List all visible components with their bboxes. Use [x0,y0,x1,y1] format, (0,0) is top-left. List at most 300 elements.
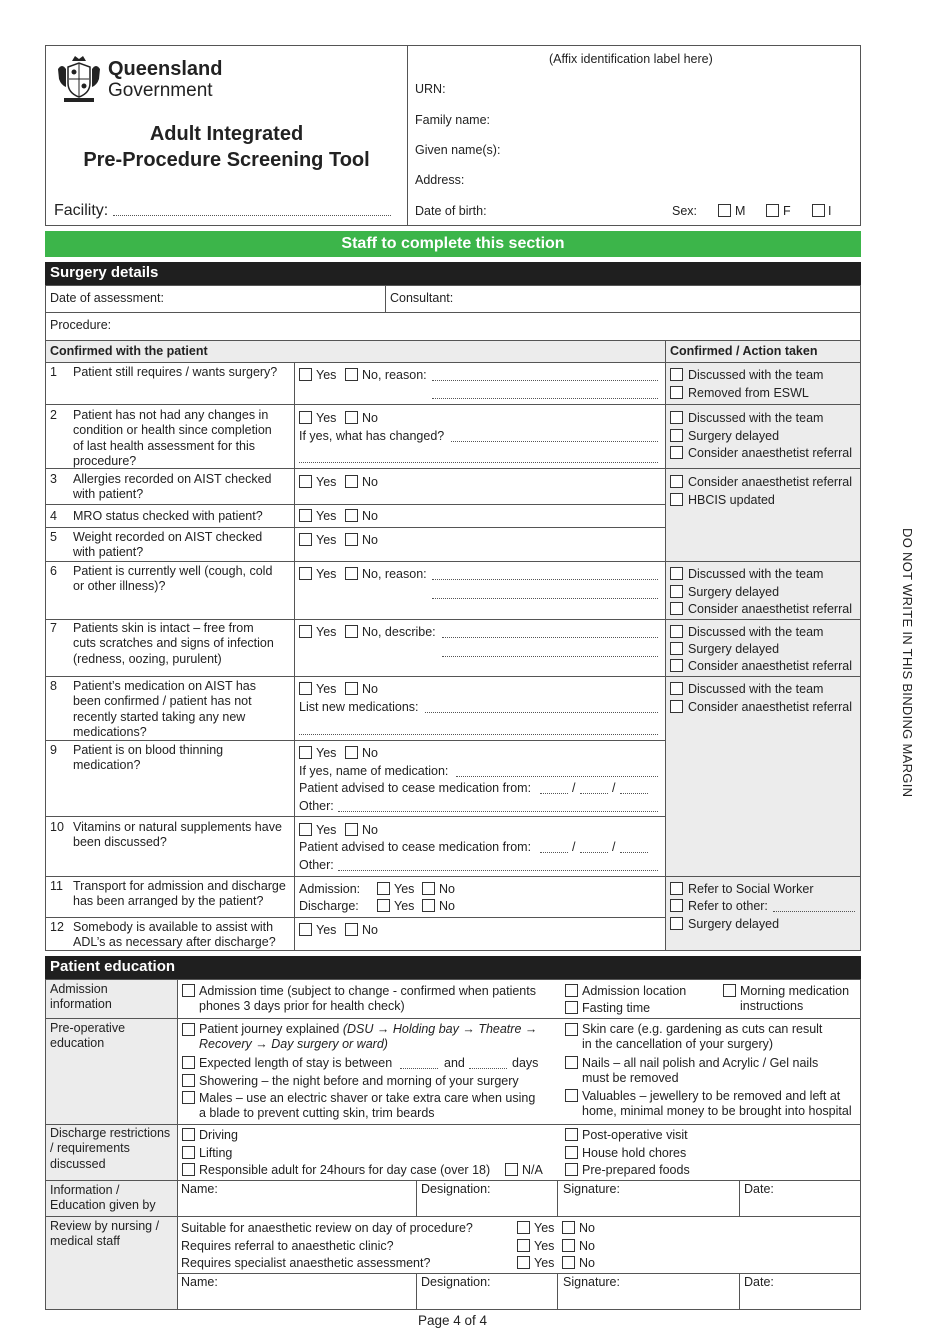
requires-clinic-yes-checkbox[interactable] [517,1239,530,1252]
divider [665,340,666,951]
showering-label: Showering – the night before and morning of your surgery [199,1074,519,1088]
yes-label: Yes [534,1239,555,1253]
nails-checkbox[interactable] [565,1056,578,1069]
no-label: No [362,746,378,760]
given-names-label: Given name(s): [415,143,501,157]
review-label: Review by nursing / [50,1219,160,1233]
name-field-label: Name: [181,1182,218,1196]
date-slash: / [572,840,576,854]
divider [45,504,665,505]
procedure-label: Procedure: [50,318,112,332]
action-discussed: Discussed with the team [688,368,824,382]
item-text: (redness, oozing, purulent) [73,652,222,666]
sex-label: Sex: [672,204,698,218]
q11-admission-no-checkbox[interactable] [422,882,435,895]
yes-label: Yes [394,882,415,896]
q2-changed-field-2[interactable] [299,462,658,463]
q2-no-checkbox[interactable] [345,411,358,424]
q10-no-checkbox[interactable] [345,823,358,836]
no-label: No [362,509,378,523]
q9-cease-year-field[interactable] [620,793,648,794]
yes-label: Yes [316,475,337,489]
patient-journey-text [199,1022,537,1038]
length-stay-max-field[interactable] [469,1068,507,1069]
q4-yes-checkbox[interactable] [299,509,312,522]
requires-clinic-question: Requires referral to anaesthetic clinic? [181,1239,394,1253]
divider [416,1273,417,1310]
q6-surgery-delayed-checkbox[interactable] [670,585,683,598]
males-shaving-checkbox[interactable] [182,1091,195,1104]
item-text: Patients skin is intact – free from [73,621,254,635]
q6-reason-field-2[interactable] [432,598,658,599]
divider [45,404,665,405]
item-text: or other illness)? [73,579,166,593]
no-label: No [579,1221,595,1235]
header-divider [407,45,408,226]
divider [45,312,861,313]
designation-field-label: Designation: [421,1275,491,1289]
item-text: Weight recorded on AIST checked [73,530,263,544]
action-surgery-delayed: Surgery delayed [688,429,780,443]
action-surgery-delayed: Surgery delayed [688,642,780,656]
item-text: Patient is on blood thinning [73,743,224,757]
divider [45,1216,861,1217]
other-label: Other: [299,858,334,872]
info-given-label: Information / [50,1183,120,1197]
item-text: Patient’s medication on AIST has [73,679,256,693]
item-num: 8 [50,679,57,693]
item-num: 7 [50,621,57,635]
q2-surgery-delayed-checkbox[interactable] [670,429,683,442]
divider [665,561,861,562]
q9-cease-day-field[interactable] [540,793,568,794]
divider [45,527,665,528]
item-text: Vitamins or natural supplements have [73,820,282,834]
item-num: 4 [50,509,57,523]
yes-label: Yes [316,625,337,639]
sex-i-label: I [828,204,832,218]
item-text: ADL’s as necessary after discharge? [73,935,276,949]
consultant-label: Consultant: [390,291,454,305]
q11-refer-other-checkbox[interactable] [670,899,683,912]
q11-social-worker-checkbox[interactable] [670,882,683,895]
q8-yes-checkbox[interactable] [299,682,312,695]
divider [45,816,665,817]
no-label: No [362,682,378,696]
yes-label: Yes [316,509,337,523]
item-text: Somebody is available to assist with [73,920,274,934]
valuables-text: Valuables – jewellery to be removed and left at [582,1089,841,1103]
discharge-restrictions-label: Discharge restrictions [50,1126,171,1140]
family-name-label: Family name: [415,113,491,127]
preop-education-label: education [50,1036,105,1050]
yes-label: Yes [316,823,337,837]
item-text: has been arranged by the patient? [73,894,264,908]
q6-consider-anaes-checkbox[interactable] [670,602,683,615]
postop-visit-checkbox[interactable] [565,1128,578,1141]
requires-specialist-yes-checkbox[interactable] [517,1256,530,1269]
divider [557,1180,558,1216]
q6-yes-checkbox[interactable] [299,567,312,580]
q1-removed-eswl-checkbox[interactable] [670,386,683,399]
driving-label: Driving [199,1128,238,1142]
divider [45,619,665,620]
action-social-worker: Refer to Social Worker [688,882,814,896]
no-label: No [439,899,455,913]
yes-label: Yes [394,899,415,913]
q7-yes-checkbox[interactable] [299,625,312,638]
q11-surgery-delayed-checkbox[interactable] [670,917,683,930]
action-consider-anaes: Consider anaesthetist referral [688,602,852,616]
date-slash: / [612,781,616,795]
review-label: medical staff [50,1234,120,1248]
divider [45,1124,861,1125]
fasting-time-label: Fasting time [582,1001,651,1015]
info-given-label: Education given by [50,1198,156,1212]
item-text: condition or health since completion [73,423,272,437]
q8-no-checkbox[interactable] [345,682,358,695]
gov-name-line2: Government [108,80,213,101]
males-shaving-text: Males – use an electric shaver or take extra care when using [199,1091,536,1105]
no-describe-label: No, describe: [362,625,436,639]
divider [665,468,861,469]
fasting-time-checkbox[interactable] [565,1001,578,1014]
admission-time-text: phones 3 days prior for health check) [199,999,405,1013]
signature-field-label: Signature: [563,1275,620,1289]
divider [665,404,861,405]
sex-f-checkbox[interactable] [766,204,779,217]
q8-discussed-checkbox[interactable] [670,682,683,695]
queensland-crest-logo [54,53,104,103]
yes-label: Yes [316,682,337,696]
na-label: N/A [522,1163,543,1177]
item-text: Allergies recorded on AIST checked [73,472,272,486]
q9-no-checkbox[interactable] [345,746,358,759]
item-num: 1 [50,365,57,379]
admission-location-label: Admission location [582,984,687,998]
q1-discussed-checkbox[interactable] [670,368,683,381]
q7-no-checkbox[interactable] [345,625,358,638]
requires-specialist-no-checkbox[interactable] [562,1256,575,1269]
discharge-restrictions-label: discussed [50,1157,106,1171]
divider [557,1273,558,1310]
length-stay-days: days [512,1056,539,1070]
item-num: 5 [50,530,57,544]
no-label: No [579,1256,595,1270]
item-text: MRO status checked with patient? [73,509,263,523]
q10-other-field[interactable] [338,870,658,871]
list-new-meds-label: List new medications: [299,700,419,714]
driving-checkbox[interactable] [182,1128,195,1141]
q7-consider-anaes-checkbox[interactable] [670,659,683,672]
males-shaving-text: a blade to prevent cutting skin, trim beards [199,1106,435,1120]
form-title-line2: Pre-Procedure Screening Tool [83,149,370,171]
morning-medication-label: instructions [740,999,804,1013]
q9-other-field[interactable] [338,811,658,812]
prepared-foods-checkbox[interactable] [565,1163,578,1176]
yes-label: Yes [534,1256,555,1270]
q3-yes-checkbox[interactable] [299,475,312,488]
date-slash: / [612,840,616,854]
item-num: 2 [50,408,57,422]
no-label: No [362,475,378,489]
divider [385,285,386,312]
sex-m-checkbox[interactable] [718,204,731,217]
morning-medication-checkbox[interactable] [723,984,736,997]
sex-m-label: M [735,204,746,218]
postop-visit-label: Post-operative visit [582,1128,688,1142]
q1-yes-checkbox[interactable] [299,368,312,381]
q7-surgery-delayed-checkbox[interactable] [670,642,683,655]
divider [45,917,665,918]
requires-clinic-no-checkbox[interactable] [562,1239,575,1252]
divider [45,340,861,341]
item-text: with patient? [73,487,144,501]
signature-field-label: Signature: [563,1182,620,1196]
morning-medication-label: Morning medication [740,984,850,998]
urn-label: URN: [415,82,446,96]
admission-info-label: Admission [50,982,108,996]
yes-label: Yes [316,923,337,937]
divider [177,1273,861,1274]
divider [739,1180,740,1216]
action-discussed: Discussed with the team [688,682,824,696]
responsible-adult-na-checkbox[interactable] [505,1163,518,1176]
q5-yes-checkbox[interactable] [299,533,312,546]
discharge-label: Discharge: [299,899,359,913]
date-assessment-label: Date of assessment: [50,291,164,305]
q8-meds-field[interactable] [425,712,658,713]
sex-i-checkbox[interactable] [812,204,825,217]
staff-banner: Staff to complete this section [45,231,861,257]
q1-reason-field-2[interactable] [432,398,658,399]
date-slash: / [572,781,576,795]
form-title-line1: Adult Integrated [149,123,304,145]
facility-label: Facility: [54,202,109,219]
q2-consider-anaes-checkbox[interactable] [670,446,683,459]
q10-cease-month-field[interactable] [580,852,608,853]
yes-label: Yes [316,746,337,760]
yes-label: Yes [316,368,337,382]
patient-journey-checkbox[interactable] [182,1023,195,1036]
q6-discussed-checkbox[interactable] [670,567,683,580]
item-num: 3 [50,472,57,486]
preop-education-label: Pre-operative [50,1021,126,1035]
q8-meds-field-2[interactable] [299,734,658,735]
no-label: No [439,882,455,896]
name-field-label: Name: [181,1275,218,1289]
binding-margin-text: DO NOT WRITE IN THIS BINDING MARGIN [900,528,915,798]
col-action-header: Confirmed / Action taken [670,344,818,358]
action-discussed: Discussed with the team [688,411,824,425]
suitable-anaes-yes-checkbox[interactable] [517,1221,530,1234]
action-consider-anaes: Consider anaesthetist referral [688,700,852,714]
q2-discussed-checkbox[interactable] [670,411,683,424]
q10-cease-day-field[interactable] [540,852,568,853]
if-yes-med-name-label: If yes, name of medication: [299,764,449,778]
q4-no-checkbox[interactable] [345,509,358,522]
item-num: 10 [50,820,64,834]
q1-no-checkbox[interactable] [345,368,358,381]
sex-f-label: F [783,204,791,218]
q12-no-checkbox[interactable] [345,923,358,936]
no-label: No [362,923,378,937]
item-text: with patient? [73,545,144,559]
q3-consider-anaes-checkbox[interactable] [670,475,683,488]
q5-no-checkbox[interactable] [345,533,358,546]
q7-describe-field-2[interactable] [442,656,658,657]
item-text: been discussed? [73,835,167,849]
item-text: procedure? [73,454,137,468]
item-text: Patient has not had any changes in [73,408,269,422]
item-num: 9 [50,743,57,757]
q3-hbcis-checkbox[interactable] [670,493,683,506]
responsible-adult-label: Responsible adult for 24hours for day case (over 18) [199,1163,491,1177]
gov-name-line1: Queensland [108,58,223,80]
refer-other-field[interactable] [773,911,855,912]
advised-cease-label: Patient advised to cease medication from: [299,781,532,795]
item-num: 12 [50,920,64,934]
suitable-anaes-no-checkbox[interactable] [562,1221,575,1234]
no-label: No [579,1239,595,1253]
valuables-checkbox[interactable] [565,1089,578,1102]
dob-label: Date of birth: [415,204,487,218]
q6-reason-field[interactable] [432,579,658,580]
q9-yes-checkbox[interactable] [299,746,312,759]
q9-cease-month-field[interactable] [580,793,608,794]
item-num: 6 [50,564,57,578]
admission-info-label: information [50,997,112,1011]
action-consider-anaes: Consider anaesthetist referral [688,659,852,673]
q7-discussed-checkbox[interactable] [670,625,683,638]
if-yes-changed-label: If yes, what has changed? [299,429,445,443]
divider [45,468,665,469]
q8-consider-anaes-checkbox[interactable] [670,700,683,713]
divider [45,561,665,562]
suitable-anaes-question: Suitable for anaesthetic review on day of procedure? [181,1221,473,1235]
patient-journey-path-2: Recovery → Day surgery or ward) [199,1037,388,1051]
q2-changed-field[interactable] [451,441,658,442]
discharge-restrictions-label: / requirements [50,1141,130,1155]
q9-med-name-field[interactable] [456,776,658,777]
item-text: Transport for admission and discharge [73,879,286,893]
item-text: Patient is currently well (cough, cold [73,564,273,578]
action-consider-anaes: Consider anaesthetist referral [688,475,852,489]
household-chores-label: House hold chores [582,1146,687,1160]
q12-yes-checkbox[interactable] [299,923,312,936]
no-label: No [362,823,378,837]
no-reason-label: No, reason: [362,368,427,382]
length-stay-and: and [444,1056,465,1070]
item-text: been confirmed / patient has not [73,694,252,708]
advised-cease-label: Patient advised to cease medication from: [299,840,532,854]
admission-location-checkbox[interactable] [565,984,578,997]
other-label: Other: [299,799,334,813]
divider [177,979,178,1310]
q7-describe-field[interactable] [442,637,658,638]
divider [665,619,861,620]
length-stay-label: Expected length of stay is between [199,1056,393,1070]
admission-time-checkbox[interactable] [182,984,195,997]
yes-label: Yes [316,533,337,547]
requires-specialist-question: Requires specialist anaesthetic assessment? [181,1256,431,1270]
q1-reason-field[interactable] [432,380,658,381]
yes-label: Yes [534,1221,555,1235]
admission-label: Admission: [299,882,361,896]
item-text: medication? [73,758,141,772]
col-confirmed-header: Confirmed with the patient [50,344,208,358]
divider [294,362,295,951]
divider [45,876,665,877]
patient-journey-path: (DSU → Holding bay → Theatre → [342,1022,538,1036]
patient-education-title: Patient education [45,956,861,979]
lifting-label: Lifting [199,1146,233,1160]
length-stay-min-field[interactable] [400,1068,438,1069]
action-refer-other: Refer to other: [688,899,768,913]
responsible-adult-checkbox[interactable] [182,1163,195,1176]
divider [45,362,861,363]
lifting-checkbox[interactable] [182,1146,195,1159]
action-consider-anaes: Consider anaesthetist referral [688,446,852,460]
skin-care-text: in the cancellation of your surgery) [582,1037,774,1051]
q3-no-checkbox[interactable] [345,475,358,488]
divider [665,676,861,677]
action-discussed: Discussed with the team [688,625,824,639]
nails-text: must be removed [582,1071,679,1085]
q2-yes-checkbox[interactable] [299,411,312,424]
surgery-details-title: Surgery details [45,262,861,285]
no-label: No [362,411,378,425]
q11-discharge-yes-checkbox[interactable] [377,899,390,912]
no-label: No [362,533,378,547]
action-surgery-delayed: Surgery delayed [688,585,780,599]
date-field-label: Date: [744,1275,774,1289]
divider [739,1273,740,1310]
valuables-text: home, minimal money to be brought into hospital [582,1104,852,1118]
affix-label: (Affix identification label here) [549,52,713,66]
divider [45,1018,861,1019]
patient-journey-label: Patient journey explained [199,1022,343,1036]
q11-admission-yes-checkbox[interactable] [377,882,390,895]
item-text: Patient still requires / wants surgery? [73,365,278,379]
no-reason-label: No, reason: [362,567,427,581]
item-text: medications? [73,725,147,739]
yes-label: Yes [316,411,337,425]
action-surgery-delayed: Surgery delayed [688,917,780,931]
q10-cease-year-field[interactable] [620,852,648,853]
divider [665,876,861,877]
yes-label: Yes [316,567,337,581]
item-text: cuts scratches and signs of infection [73,636,274,650]
q11-discharge-no-checkbox[interactable] [422,899,435,912]
showering-checkbox[interactable] [182,1074,195,1087]
admission-time-text: Admission time (subject to change - confirmed when patients [199,984,536,998]
action-hbcis: HBCIS updated [688,493,775,507]
q10-yes-checkbox[interactable] [299,823,312,836]
item-text: recently started taking any new [73,710,246,724]
q6-no-checkbox[interactable] [345,567,358,580]
date-field-label: Date: [744,1182,774,1196]
nails-text: Nails – all nail polish and Acrylic / Gel nails [582,1056,819,1070]
facility-field[interactable] [113,215,391,216]
action-discussed: Discussed with the team [688,567,824,581]
skin-care-checkbox[interactable] [565,1023,578,1036]
household-chores-checkbox[interactable] [565,1146,578,1159]
action-removed-eswl: Removed from ESWL [688,386,809,400]
prepared-foods-label: Pre-prepared foods [582,1163,690,1177]
skin-care-text: Skin care (e.g. gardening as cuts can result [582,1022,823,1036]
length-stay-checkbox[interactable] [182,1056,195,1069]
